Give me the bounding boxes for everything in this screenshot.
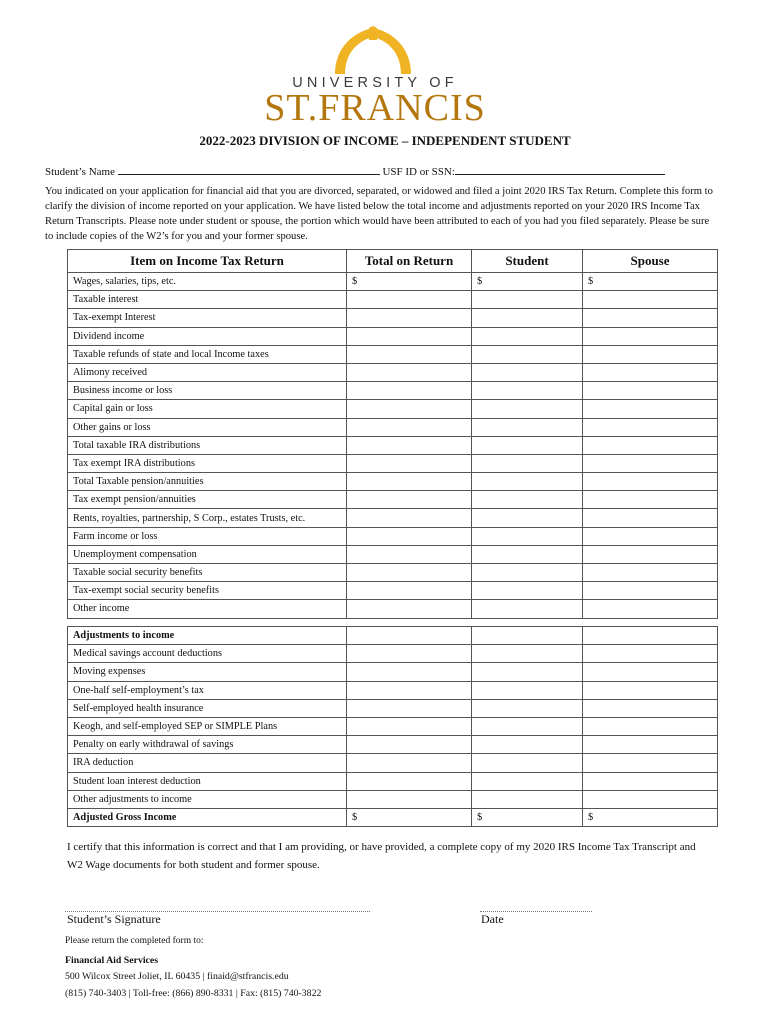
amount-cell[interactable] — [472, 772, 583, 790]
usf-id-field[interactable] — [455, 163, 665, 175]
table-row — [68, 717, 718, 735]
spouse-amount-cell[interactable] — [583, 491, 718, 509]
total-amount-cell[interactable] — [347, 454, 472, 472]
student-amount-cell[interactable] — [472, 509, 583, 527]
amount-cell[interactable] — [583, 736, 718, 754]
row-label: Keogh, and self-employed SEP or SIMPLE Plans — [68, 717, 347, 735]
amount-cell[interactable] — [472, 681, 583, 699]
logo-university-of: UNIVERSITY OF — [292, 75, 458, 91]
student-signature-label: Student’s Signature — [67, 912, 161, 926]
table-row — [68, 291, 718, 309]
row-label: Moving expenses — [68, 663, 347, 681]
amount-cell[interactable] — [347, 627, 472, 645]
student-amount-cell[interactable] — [472, 291, 583, 309]
spouse-amount-cell[interactable] — [583, 291, 718, 309]
row-label: Rents, royalties, partnership, S Corp., estates Trusts, etc. — [68, 509, 347, 527]
adjustments-heading: Adjustments to income — [68, 627, 347, 645]
student-amount-cell[interactable] — [472, 545, 583, 563]
row-label: IRA deduction — [68, 754, 347, 772]
amount-cell[interactable] — [472, 645, 583, 663]
table-row — [68, 564, 718, 582]
student-name-row — [45, 163, 665, 178]
table-row — [68, 527, 718, 545]
total-amount-cell[interactable]: $ — [347, 273, 472, 291]
row-label: Farm income or loss — [68, 527, 347, 545]
row-label: Wages, salaries, tips, etc. — [68, 273, 347, 291]
amount-cell[interactable] — [583, 627, 718, 645]
table-row — [68, 491, 718, 509]
row-label: Tax-exempt social security benefits — [68, 582, 347, 600]
table-row — [68, 509, 718, 527]
total-amount-cell[interactable] — [347, 382, 472, 400]
header-spouse: Spouse — [583, 250, 718, 273]
date-label: Date — [481, 912, 504, 926]
student-amount-cell[interactable] — [472, 327, 583, 345]
amount-cell[interactable] — [583, 790, 718, 808]
table-row — [68, 418, 718, 436]
student-amount-cell[interactable] — [472, 600, 583, 618]
adjustments-table-body — [68, 627, 718, 827]
row-label: Capital gain or loss — [68, 400, 347, 418]
student-amount-cell[interactable] — [472, 382, 583, 400]
amount-cell[interactable] — [583, 699, 718, 717]
adjustments-heading-row — [68, 627, 718, 645]
office-phone: (815) 740-3403 | Toll-free: (866) 890-8331 | Fax: (815) 740-3822 — [65, 988, 322, 999]
row-label: Taxable social security benefits — [68, 564, 347, 582]
amount-cell[interactable] — [347, 772, 472, 790]
student-amount-cell[interactable] — [472, 363, 583, 381]
spouse-amount-cell[interactable] — [583, 582, 718, 600]
amount-cell[interactable] — [583, 754, 718, 772]
table-row — [68, 699, 718, 717]
spouse-amount-cell[interactable] — [583, 509, 718, 527]
amount-cell[interactable] — [583, 681, 718, 699]
row-label: Self-employed health insurance — [68, 699, 347, 717]
amount-cell[interactable] — [583, 717, 718, 735]
header-item: Item on Income Tax Return — [68, 250, 347, 273]
table-row — [68, 681, 718, 699]
student-amount-cell[interactable] — [472, 418, 583, 436]
amount-cell[interactable] — [583, 645, 718, 663]
amount-cell[interactable] — [347, 754, 472, 772]
student-agi-cell[interactable]: $ — [472, 808, 583, 826]
table-row — [68, 545, 718, 563]
row-label: Taxable interest — [68, 291, 347, 309]
total-amount-cell[interactable] — [347, 363, 472, 381]
row-label: Unemployment compensation — [68, 545, 347, 563]
table-row — [68, 400, 718, 418]
student-amount-cell[interactable] — [472, 491, 583, 509]
office-address: 500 Wilcox Street Joliet, IL 60435 | finaid@stfrancis.edu — [65, 971, 289, 982]
total-amount-cell[interactable] — [347, 436, 472, 454]
student-amount-cell[interactable] — [472, 436, 583, 454]
adjustments-table — [67, 626, 718, 827]
instructions-paragraph: You indicated on your application for financial aid that you are divorced, separated, or widowed and filed a joint 2020 IRS Tax Return. Complete this form to clarify the division of income reported on your application. We have listed below the total income and adjustments reported on your 2020 IRS Income Tax Return Transcripts. Please note under student or spouse, the portion which would have been attributed to each of you had you filed separately. Please be sure to include copies of the W2’s for you and your former spouse. — [45, 186, 713, 242]
adjusted-gross-income-row — [68, 808, 718, 826]
total-amount-cell[interactable] — [347, 582, 472, 600]
row-label: Alimony received — [68, 363, 347, 381]
total-amount-cell[interactable] — [347, 291, 472, 309]
row-label: Taxable refunds of state and local Income taxes — [68, 345, 347, 363]
student-amount-cell[interactable] — [472, 309, 583, 327]
row-label: Business income or loss — [68, 382, 347, 400]
table-row — [68, 754, 718, 772]
amount-cell[interactable] — [472, 790, 583, 808]
total-amount-cell[interactable] — [347, 400, 472, 418]
table-row — [68, 436, 718, 454]
student-amount-cell[interactable] — [472, 345, 583, 363]
spouse-amount-cell[interactable] — [583, 564, 718, 582]
row-label: Tax exempt pension/annuities — [68, 491, 347, 509]
row-label: Medical savings account deductions — [68, 645, 347, 663]
form-title: 2022-2023 DIVISION OF INCOME – INDEPENDENT STUDENT — [199, 133, 571, 148]
row-label: Tax-exempt Interest — [68, 309, 347, 327]
student-amount-cell[interactable] — [472, 564, 583, 582]
row-label: Total taxable IRA distributions — [68, 436, 347, 454]
student-amount-cell[interactable] — [472, 473, 583, 491]
amount-cell[interactable] — [347, 645, 472, 663]
table-row — [68, 736, 718, 754]
row-label: Dividend income — [68, 327, 347, 345]
spouse-amount-cell[interactable] — [583, 345, 718, 363]
spouse-amount-cell[interactable] — [583, 418, 718, 436]
amount-cell[interactable] — [472, 754, 583, 772]
row-label: Other income — [68, 600, 347, 618]
spouse-amount-cell[interactable] — [583, 309, 718, 327]
row-label: Penalty on early withdrawal of savings — [68, 736, 347, 754]
table-row — [68, 327, 718, 345]
table-row — [68, 345, 718, 363]
spouse-amount-cell[interactable] — [583, 436, 718, 454]
amount-cell[interactable] — [347, 663, 472, 681]
header-student: Student — [472, 250, 583, 273]
table-row — [68, 309, 718, 327]
income-table-body — [68, 273, 718, 619]
spouse-amount-cell[interactable] — [583, 454, 718, 472]
student-amount-cell[interactable]: $ — [472, 273, 583, 291]
certification-statement: I certify that this information is correct and that I am providing, or have provided, a complete copy of my 2020 IRS Income Tax Transcript and W2 Wage documents for both student and former spouse. — [67, 841, 696, 871]
total-amount-cell[interactable] — [347, 509, 472, 527]
row-label: Tax exempt IRA distributions — [68, 454, 347, 472]
amount-cell[interactable] — [583, 772, 718, 790]
spouse-amount-cell[interactable] — [583, 473, 718, 491]
table-row — [68, 790, 718, 808]
student-name-field[interactable] — [118, 163, 380, 175]
amount-cell[interactable] — [472, 736, 583, 754]
student-amount-cell[interactable] — [472, 527, 583, 545]
table-row — [68, 273, 718, 291]
student-amount-cell[interactable] — [472, 582, 583, 600]
amount-cell[interactable] — [347, 736, 472, 754]
table-row — [68, 600, 718, 618]
total-amount-cell[interactable] — [347, 418, 472, 436]
spouse-amount-cell[interactable] — [583, 545, 718, 563]
return-note: Please return the completed form to: — [65, 936, 204, 946]
logo-st-francis: ST.FRANCIS — [264, 87, 486, 129]
table-row — [68, 772, 718, 790]
total-agi-cell[interactable]: $ — [347, 808, 472, 826]
row-label: Total Taxable pension/annuities — [68, 473, 347, 491]
total-amount-cell[interactable] — [347, 564, 472, 582]
amount-cell[interactable] — [583, 663, 718, 681]
spouse-amount-cell[interactable] — [583, 363, 718, 381]
total-amount-cell[interactable] — [347, 345, 472, 363]
amount-cell[interactable] — [472, 699, 583, 717]
spouse-amount-cell[interactable] — [583, 327, 718, 345]
header-total: Total on Return — [347, 250, 472, 273]
adjusted-gross-income-label: Adjusted Gross Income — [68, 808, 347, 826]
amount-cell[interactable] — [472, 663, 583, 681]
amount-cell[interactable] — [347, 790, 472, 808]
student-name-label: Student’s Name — [45, 166, 115, 178]
amount-cell[interactable] — [472, 717, 583, 735]
student-amount-cell[interactable] — [472, 400, 583, 418]
row-label: One-half self-employment’s tax — [68, 681, 347, 699]
table-row — [68, 382, 718, 400]
table-row — [68, 645, 718, 663]
university-logo — [255, 26, 495, 130]
amount-cell[interactable] — [347, 717, 472, 735]
total-amount-cell[interactable] — [347, 491, 472, 509]
spouse-amount-cell[interactable] — [583, 600, 718, 618]
spouse-agi-cell[interactable]: $ — [583, 808, 718, 826]
income-table — [67, 249, 718, 619]
total-amount-cell[interactable] — [347, 309, 472, 327]
amount-cell[interactable] — [347, 699, 472, 717]
row-label: Other adjustments to income — [68, 790, 347, 808]
total-amount-cell[interactable] — [347, 473, 472, 491]
table-row — [68, 582, 718, 600]
table-row — [68, 473, 718, 491]
spouse-amount-cell[interactable] — [583, 382, 718, 400]
table-row — [68, 663, 718, 681]
table-row — [68, 363, 718, 381]
row-label: Student loan interest deduction — [68, 772, 347, 790]
total-amount-cell[interactable] — [347, 527, 472, 545]
total-amount-cell[interactable] — [347, 545, 472, 563]
table-row — [68, 454, 718, 472]
student-amount-cell[interactable] — [472, 454, 583, 472]
arch-logo-icon — [331, 26, 415, 74]
spouse-amount-cell[interactable]: $ — [583, 273, 718, 291]
row-label: Other gains or loss — [68, 418, 347, 436]
total-amount-cell[interactable] — [347, 600, 472, 618]
amount-cell[interactable] — [472, 627, 583, 645]
spouse-amount-cell[interactable] — [583, 400, 718, 418]
spouse-amount-cell[interactable] — [583, 527, 718, 545]
amount-cell[interactable] — [347, 681, 472, 699]
usf-id-label: USF ID or SSN: — [382, 166, 455, 178]
income-table-header — [68, 250, 718, 273]
total-amount-cell[interactable] — [347, 327, 472, 345]
office-name: Financial Aid Services — [65, 955, 159, 966]
